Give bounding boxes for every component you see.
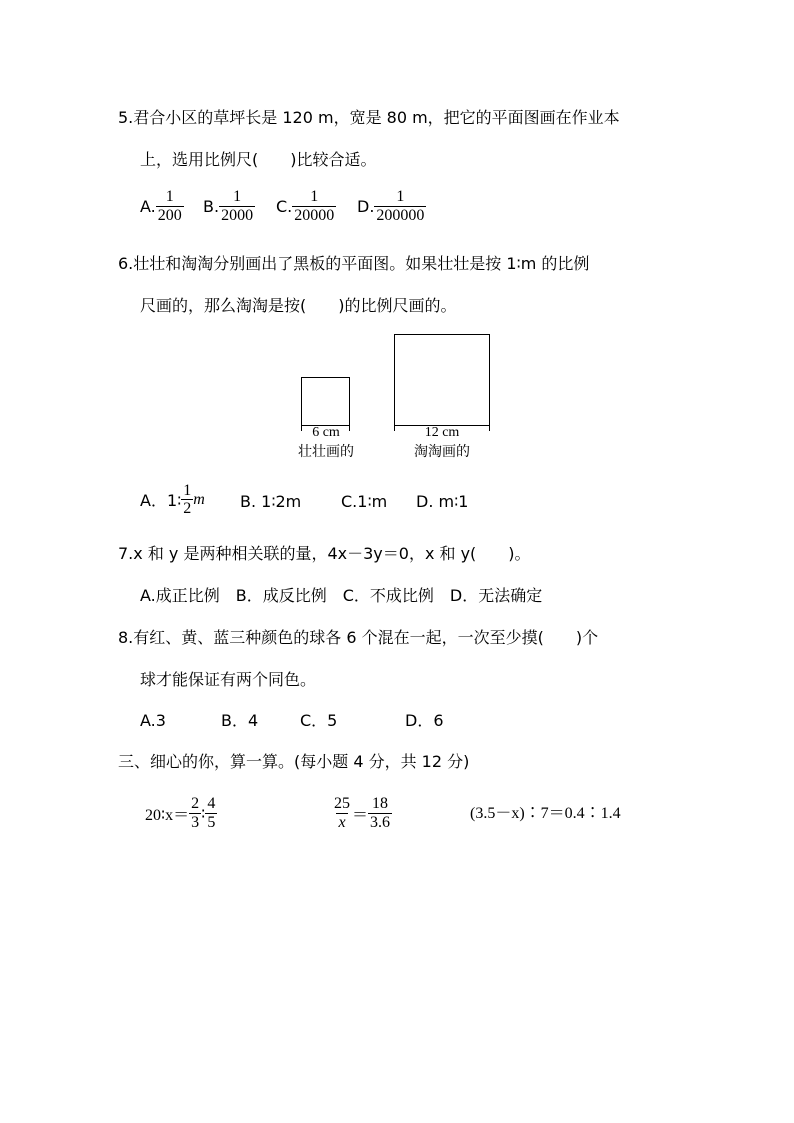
option-label: C.	[276, 197, 293, 216]
large-square-figure	[394, 334, 490, 426]
question-8-option-a: A.3	[140, 711, 166, 730]
large-dimension-label: 12 cm	[424, 425, 460, 440]
small-figure-caption: 壮壮画的	[298, 444, 354, 460]
large-figure-caption: 淘淘画的	[414, 444, 470, 460]
fraction-numerator: 18	[372, 795, 389, 812]
option-label: D.	[357, 197, 375, 216]
small-dimension-label: 6 cm	[312, 425, 340, 440]
option-variable: m	[193, 490, 205, 508]
question-6-line-2: 尺画的，那么淘淘是按( )的比例尺画的。	[140, 296, 457, 315]
fraction-numerator: 1	[183, 482, 192, 499]
question-8-option-c: C．5	[300, 711, 338, 730]
fraction-denominator: 3	[191, 814, 200, 831]
question-5-option-d	[357, 188, 426, 225]
fraction-numerator: 4	[207, 795, 216, 812]
equation-3: (3.5－x)∶7＝0.4∶1.4	[470, 805, 621, 822]
fraction-numerator: 1	[396, 188, 405, 205]
fraction-denominator: x	[338, 814, 346, 831]
equals-sign: ＝	[352, 807, 369, 824]
fraction-denominator: 3.6	[370, 814, 391, 831]
fraction-denominator: 5	[207, 814, 216, 831]
question-6-option-b: B. 1∶2m	[240, 492, 302, 511]
option-text: A．1∶	[140, 491, 182, 510]
question-7-options: A.成正比例 B．成反比例 C．不成比例 D．无法确定	[140, 586, 543, 605]
fraction-numerator: 1	[165, 188, 174, 205]
question-5-line-2: 上，选用比例尺( )比较合适。	[140, 150, 377, 169]
section-3-heading: 三、细心的你，算一算。(每小题 4 分，共 12 分)	[118, 752, 470, 771]
question-6-line-1: 6.壮壮和淘淘分别画出了黑板的平面图。如果壮壮是按 1∶m 的比例	[118, 254, 590, 273]
fraction-denominator: 20000	[294, 207, 335, 224]
fraction-denominator: 2000	[221, 207, 254, 224]
question-8-option-d: D．6	[405, 711, 444, 730]
fraction-denominator: 200000	[376, 207, 425, 224]
question-6-option-c: C.1∶m	[341, 492, 388, 511]
small-square-figure	[301, 377, 350, 426]
equation-text: 20∶x＝	[145, 807, 190, 824]
ratio-separator: ∶	[201, 805, 206, 823]
dimension-tick	[489, 419, 490, 431]
question-8-line-1: 8.有红、黄、蓝三种颜色的球各 6 个混在一起，一次至少摸( )个	[118, 628, 599, 647]
question-8-line-2: 球才能保证有两个同色。	[140, 670, 317, 689]
equation-1	[145, 795, 217, 832]
fraction-denominator: 200	[157, 207, 182, 224]
fraction-numerator: 1	[233, 188, 242, 205]
option-label: A.	[140, 197, 156, 216]
fraction-numerator: 25	[334, 795, 350, 812]
fraction-numerator: 1	[310, 188, 319, 205]
question-8-option-b: B．4	[221, 711, 259, 730]
option-label: B.	[203, 197, 220, 216]
question-5-option-b	[203, 188, 255, 225]
fraction-denominator: 2	[183, 500, 192, 517]
question-7-stem: 7.x 和 y 是两种相关联的量，4x－3y＝0，x 和 y( )。	[118, 544, 531, 563]
question-5-option-a	[140, 188, 184, 225]
question-6-option-d: D. m∶1	[416, 492, 469, 511]
fraction-numerator: 2	[191, 795, 200, 812]
question-5-option-c	[276, 188, 336, 225]
question-6-option-a	[140, 482, 205, 517]
question-5-line-1: 5.君合小区的草坪长是 120 m，宽是 80 m，把它的平面图画在作业本	[118, 108, 620, 127]
equation-2	[332, 795, 392, 832]
